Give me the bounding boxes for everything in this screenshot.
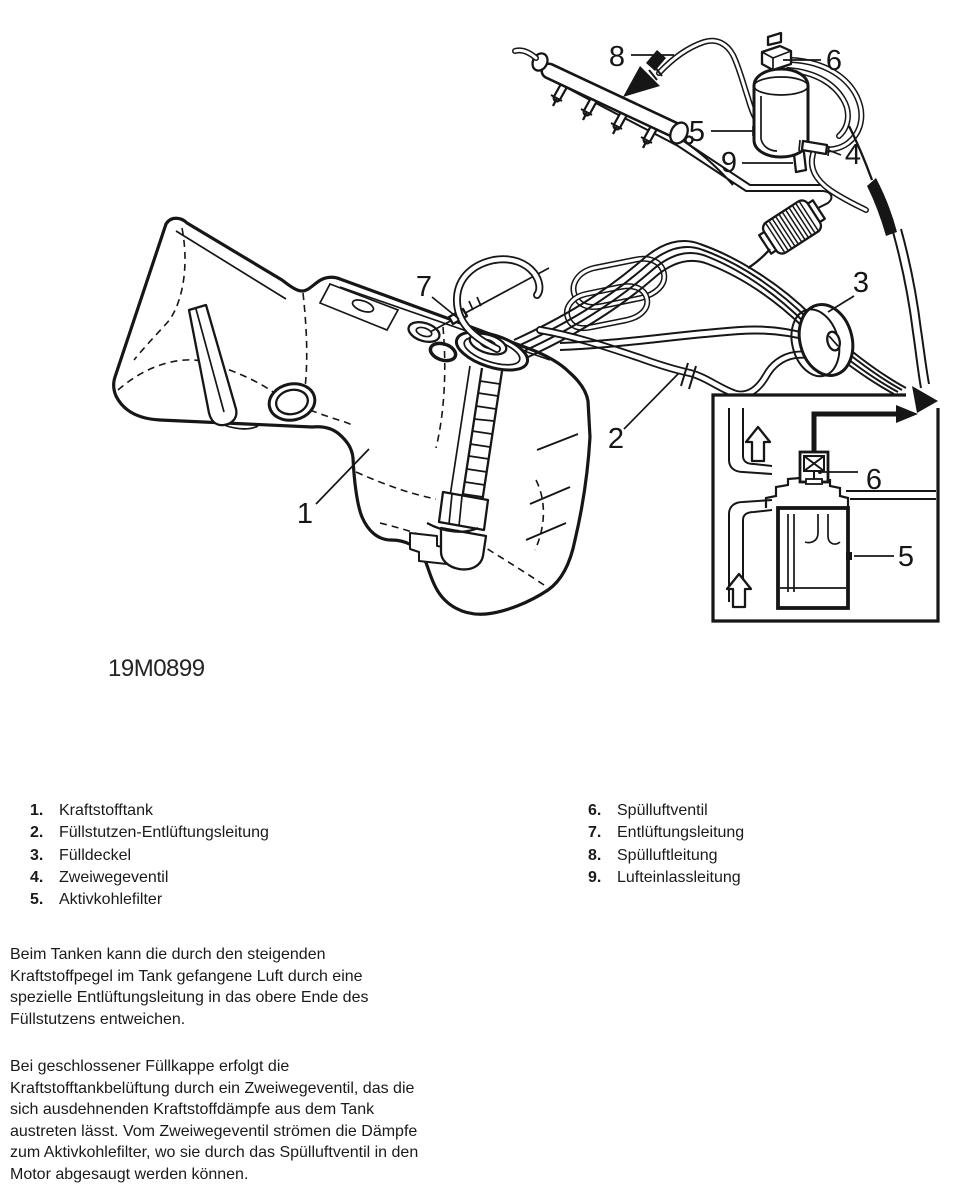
inset-callout-6: 6 (865, 464, 883, 496)
legend-item-label: Zweiwegeventil (59, 868, 169, 886)
legend-column-left (30, 800, 269, 911)
legend-column-right (588, 800, 744, 889)
vent-rod (430, 268, 549, 332)
legend-item (30, 822, 269, 844)
paragraph-line: spezielle Entlüftungsleitung in das obere Ende des (10, 989, 369, 1007)
callout-6: 6 (825, 45, 843, 77)
legend-item-label: Spülluftleitung (617, 846, 718, 864)
callout-8: 8 (608, 41, 626, 73)
flow-line-channel (893, 229, 929, 388)
paragraph-line: austreten lässt. Vom Zweiwegeventil strömen die Dämpfe (10, 1122, 418, 1140)
flow-line-thick (867, 178, 897, 236)
canister-connector-stub (768, 33, 781, 45)
inset-leader-5-tab (846, 552, 852, 560)
legend-item-number: 1. (30, 802, 44, 819)
paragraph-line: Kraftstoffpegel im Tank gefangene Luft durch eine (10, 967, 363, 985)
leader-2 (624, 374, 678, 429)
fuel-filter (755, 194, 828, 259)
filler-cap (784, 298, 861, 383)
paragraph-line: sich ausdehnenden Kraftstoffdämpfe aus dem Tank (10, 1101, 375, 1119)
inset-callout-5: 5 (897, 541, 915, 573)
legend-item (30, 800, 269, 822)
hose-coils (567, 259, 664, 328)
paragraph-line: zum Aktivkohlefilter, wo sie durch das Spülluftventil in den (10, 1144, 419, 1162)
hose-bundle (514, 241, 906, 394)
callout-3: 3 (852, 267, 870, 299)
vent-fitting (430, 268, 549, 332)
legend-item-number: 6. (588, 802, 602, 819)
canister-connector (762, 46, 791, 70)
legend-item-number: 8. (588, 846, 602, 864)
legend-item-label: Fülldeckel (59, 846, 132, 864)
fuel-tank (114, 218, 590, 614)
legend-item (588, 845, 744, 867)
pump-clamp-sleeve (439, 492, 488, 530)
callout-2: 2 (607, 423, 625, 455)
paragraph-line: Füllstutzens entweichen. (10, 1010, 186, 1028)
figure-code: 19M0899 (108, 655, 205, 682)
callout-5: 5 (688, 116, 706, 148)
legend-item-number: 5. (30, 891, 44, 909)
paragraph-1 (10, 944, 368, 1030)
legend-item-label: Füllstutzen-Entlüftungsleitung (59, 824, 269, 842)
legend-item-number: 4. (30, 868, 44, 886)
legend-item-number: 3. (30, 846, 44, 864)
legend-item (30, 889, 269, 911)
callout-1: 1 (296, 498, 314, 530)
filter-tail-pipe (748, 249, 770, 268)
paragraph-line: Kraftstofftankbelüftung durch ein Zweiwegeventil, das die (10, 1079, 415, 1097)
legend-item-label: Entlüftungsleitung (617, 824, 745, 842)
flow-arrow-icon (623, 66, 660, 97)
pump-body (441, 528, 486, 569)
legend-item (30, 867, 269, 889)
legend-item-number: 7. (588, 824, 602, 842)
legend-item-label: Kraftstofftank (59, 802, 153, 819)
inset-valve-bar (806, 479, 822, 484)
legend-item-label: Lufteinlassleitung (617, 868, 741, 886)
legend-item-number: 2. (30, 824, 44, 842)
legend-item (30, 845, 269, 867)
leader-3 (828, 296, 854, 312)
paragraph-line: Beim Tanken kann die durch den steigenden (10, 946, 326, 963)
fuel-tank-outline (114, 218, 590, 614)
leader-5 (711, 126, 753, 136)
callout-9: 9 (720, 147, 738, 179)
callout-7: 7 (415, 271, 433, 303)
legend-item-label: Aktivkohlefilter (59, 891, 163, 909)
legend-item (588, 822, 744, 844)
paragraph-line: Bei geschlossener Füllkappe erfolgt die (10, 1058, 290, 1075)
legend-item (588, 867, 744, 889)
legend-item-label: Spülluftventil (617, 802, 708, 819)
paragraph-2 (10, 1056, 418, 1186)
legend-item-number: 9. (588, 868, 602, 886)
legend-item (588, 800, 744, 822)
callout-4: 4 (844, 139, 862, 171)
inset-detail-box (713, 395, 938, 621)
paragraph-line: Motor abgesaugt werden können. (10, 1165, 249, 1183)
inset-leader-6-dot (818, 470, 822, 474)
